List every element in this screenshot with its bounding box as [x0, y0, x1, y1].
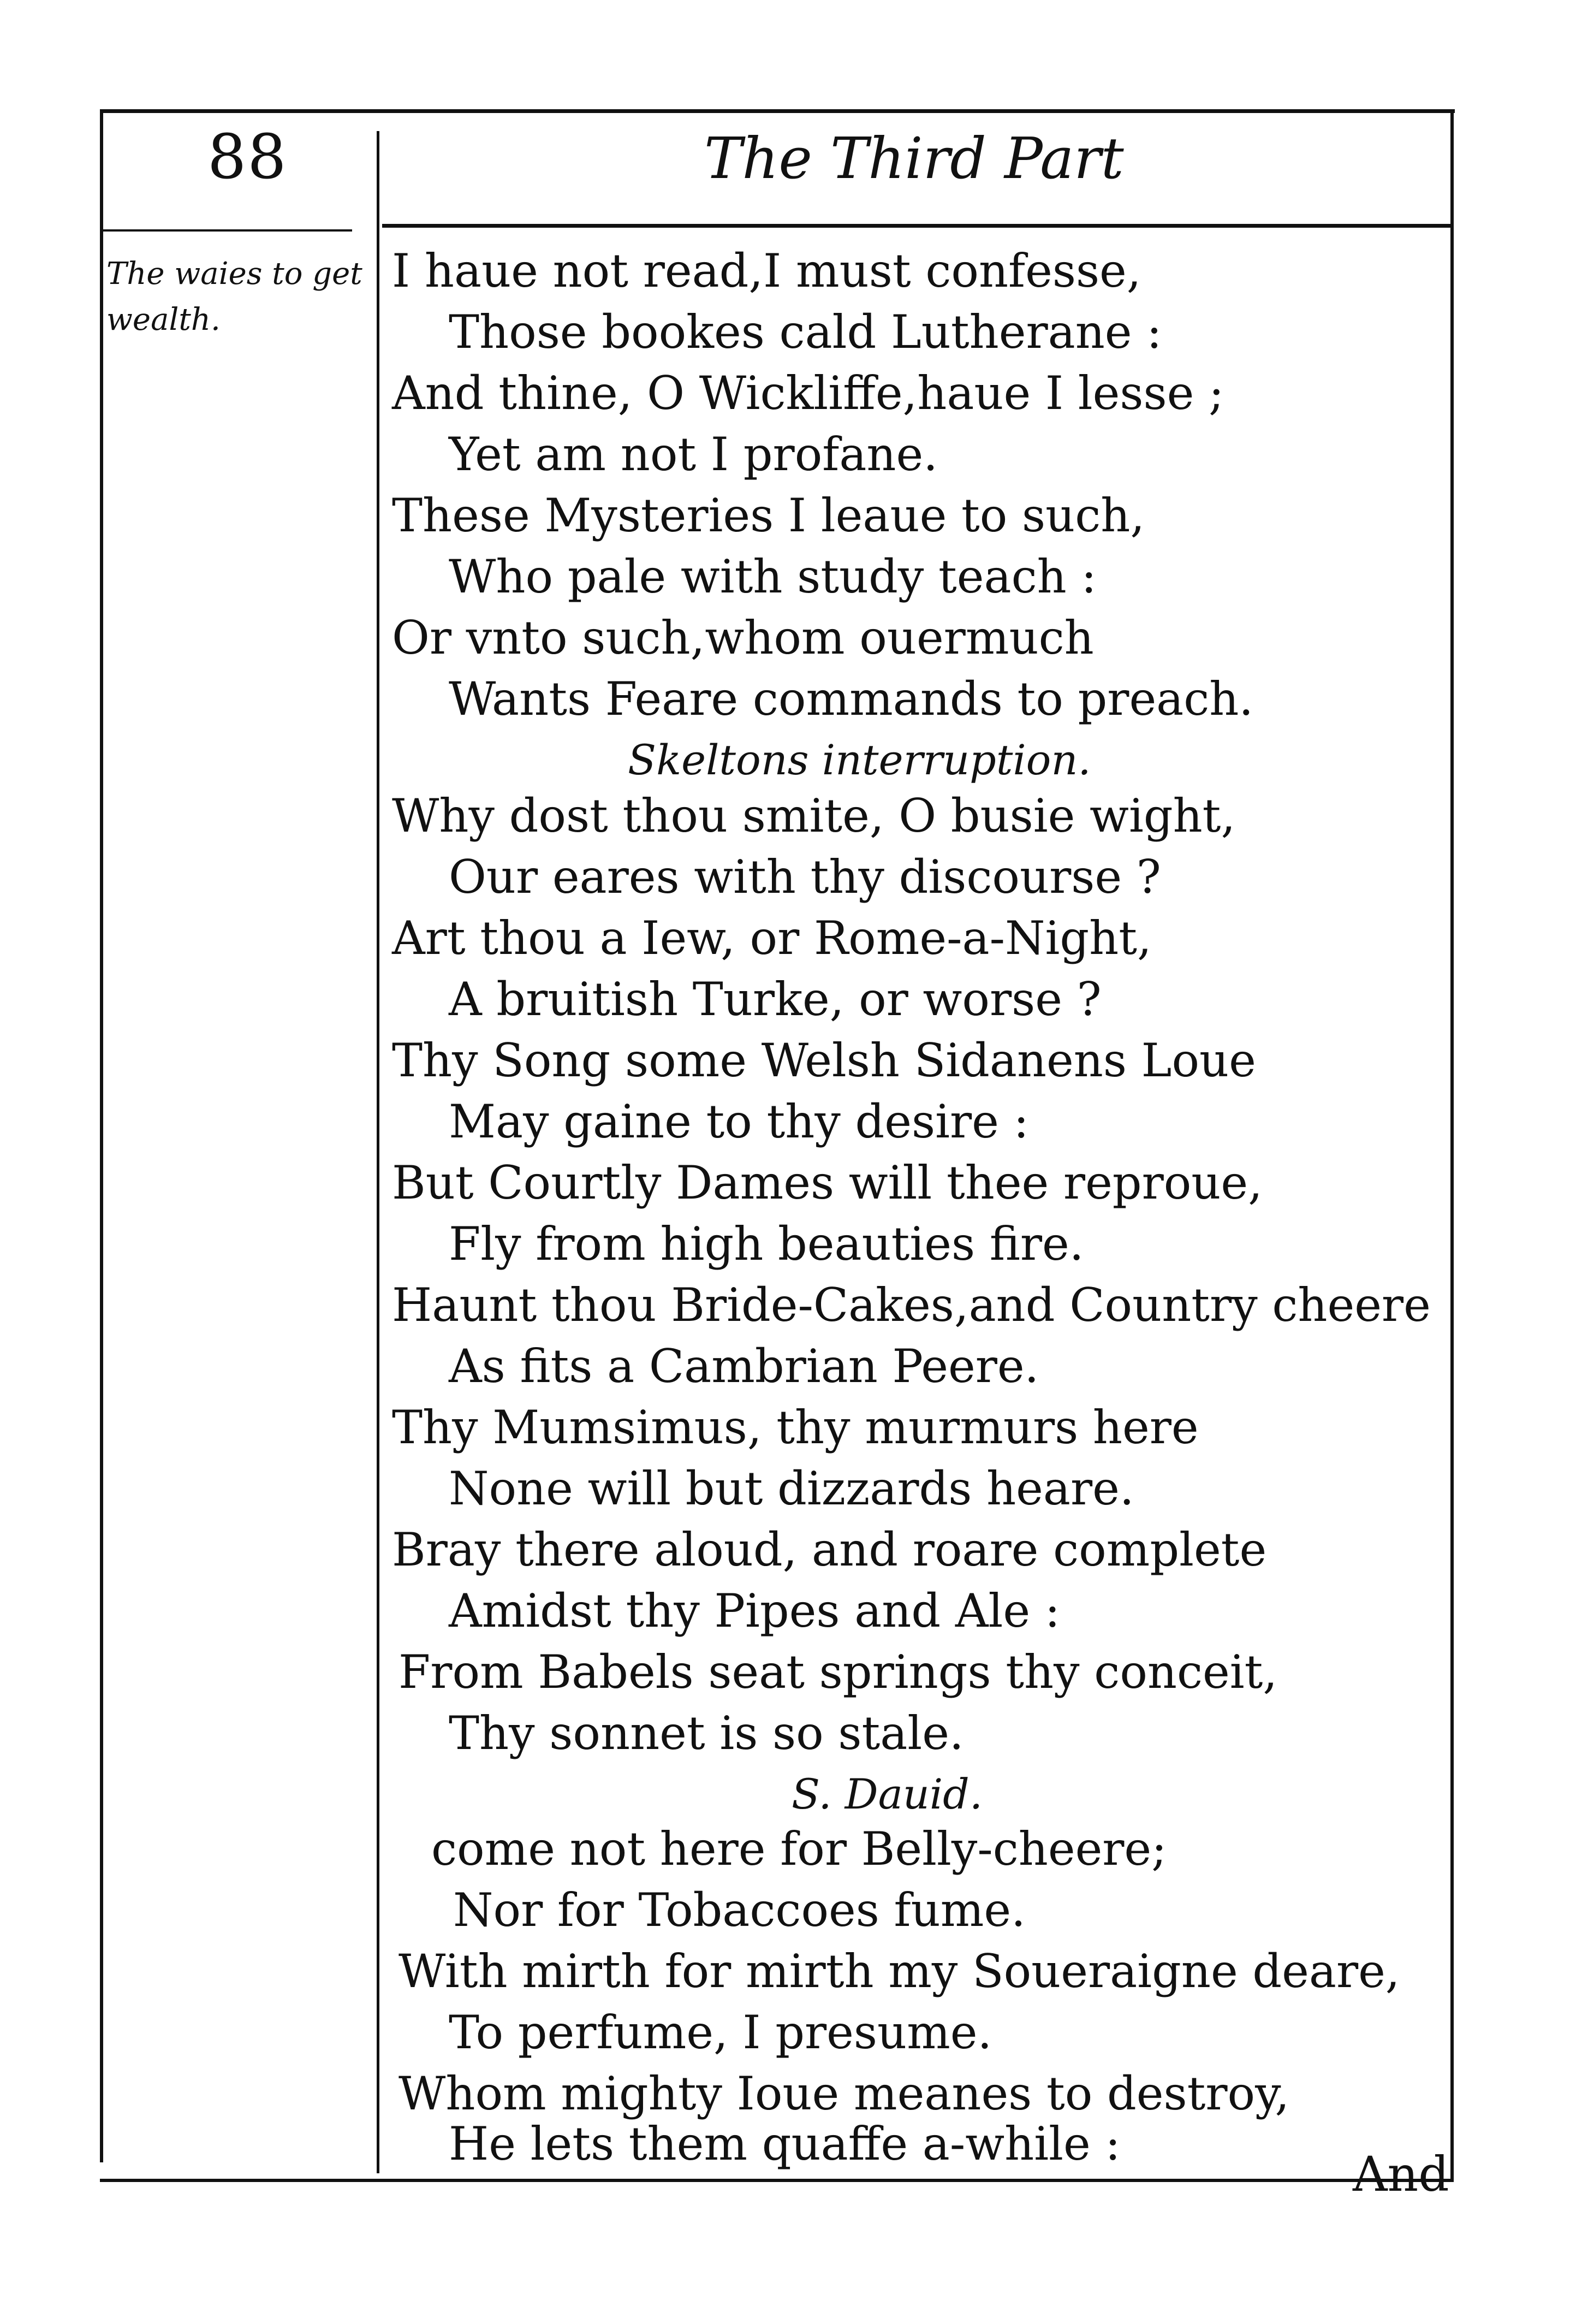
poem-line: But Courtly Dames will thee reproue,	[392, 1156, 1263, 1210]
marginal-note: The waies to get wealth.	[106, 256, 362, 337]
poem-line: Thy Mumsimus, thy murmurs here	[392, 1401, 1199, 1454]
poem-line: May gaine to thy desire :	[449, 1095, 1029, 1148]
poem-line: With mirth for mirth my Soueraigne deare,	[399, 1944, 1400, 1998]
poem-line: Who pale with study teach :	[449, 550, 1097, 603]
poem-line: Amidst thy Pipes and Ale :	[449, 1584, 1061, 1638]
page-number: 88	[207, 122, 288, 193]
section-heading: S. Dauid.	[792, 1770, 983, 1818]
poem-line: These Mysteries I leaue to such,	[392, 489, 1145, 542]
poem-line: Yet am not I profane.	[449, 428, 938, 481]
poem-line: Thy sonnet is so stale.	[449, 1706, 964, 1760]
poem-line: Our eares with thy discourse ?	[449, 850, 1161, 904]
poem-line: As fits a Cambrian Peere.	[449, 1339, 1039, 1393]
poem-line: A bruitish Turke, or worse ?	[449, 973, 1102, 1026]
poem-line: Bray there aloud, and roare complete	[392, 1523, 1267, 1576]
poem-line: come not here for Belly-cheere;	[431, 1822, 1167, 1876]
poem-line: Those bookes cald Lutherane :	[449, 305, 1162, 359]
poem-line: From Babels seat springs thy conceit,	[399, 1645, 1278, 1699]
section-heading: Skeltons interruption.	[628, 736, 1091, 784]
poem-line: Thy Song some Welsh Sidanens Loue	[392, 1034, 1256, 1087]
catchword: And	[1353, 2146, 1449, 2202]
poem-line: Whom mighty Ioue meanes to destroy,	[399, 2067, 1290, 2120]
running-head: The Third Part	[704, 125, 1124, 192]
poem-line: Fly from high beauties fire.	[449, 1217, 1084, 1271]
poem-line: Nor for Tobaccoes fume.	[453, 1883, 1026, 1937]
poem-line: Wants Feare commands to preach.	[449, 672, 1254, 726]
poem-line: I haue not read,I must confesse,	[392, 244, 1141, 298]
poem-line: None will but dizzards heare.	[449, 1462, 1134, 1515]
poem-line: Or vnto such,whom ouermuch	[392, 611, 1094, 665]
poem-line: Haunt thou Bride-Cakes,and Country cheere	[392, 1278, 1431, 1332]
poem-line: Art thou a Iew, or Rome-a-Night,	[392, 911, 1152, 965]
poem-line: And thine, O Wickliffe,haue I lesse ;	[392, 366, 1224, 420]
poem-line: Why dost thou smite, O busie wight,	[392, 789, 1236, 843]
poem-line: He lets them quaffe a-while :	[449, 2117, 1121, 2171]
poem-line: To perfume, I presume.	[449, 2006, 992, 2059]
